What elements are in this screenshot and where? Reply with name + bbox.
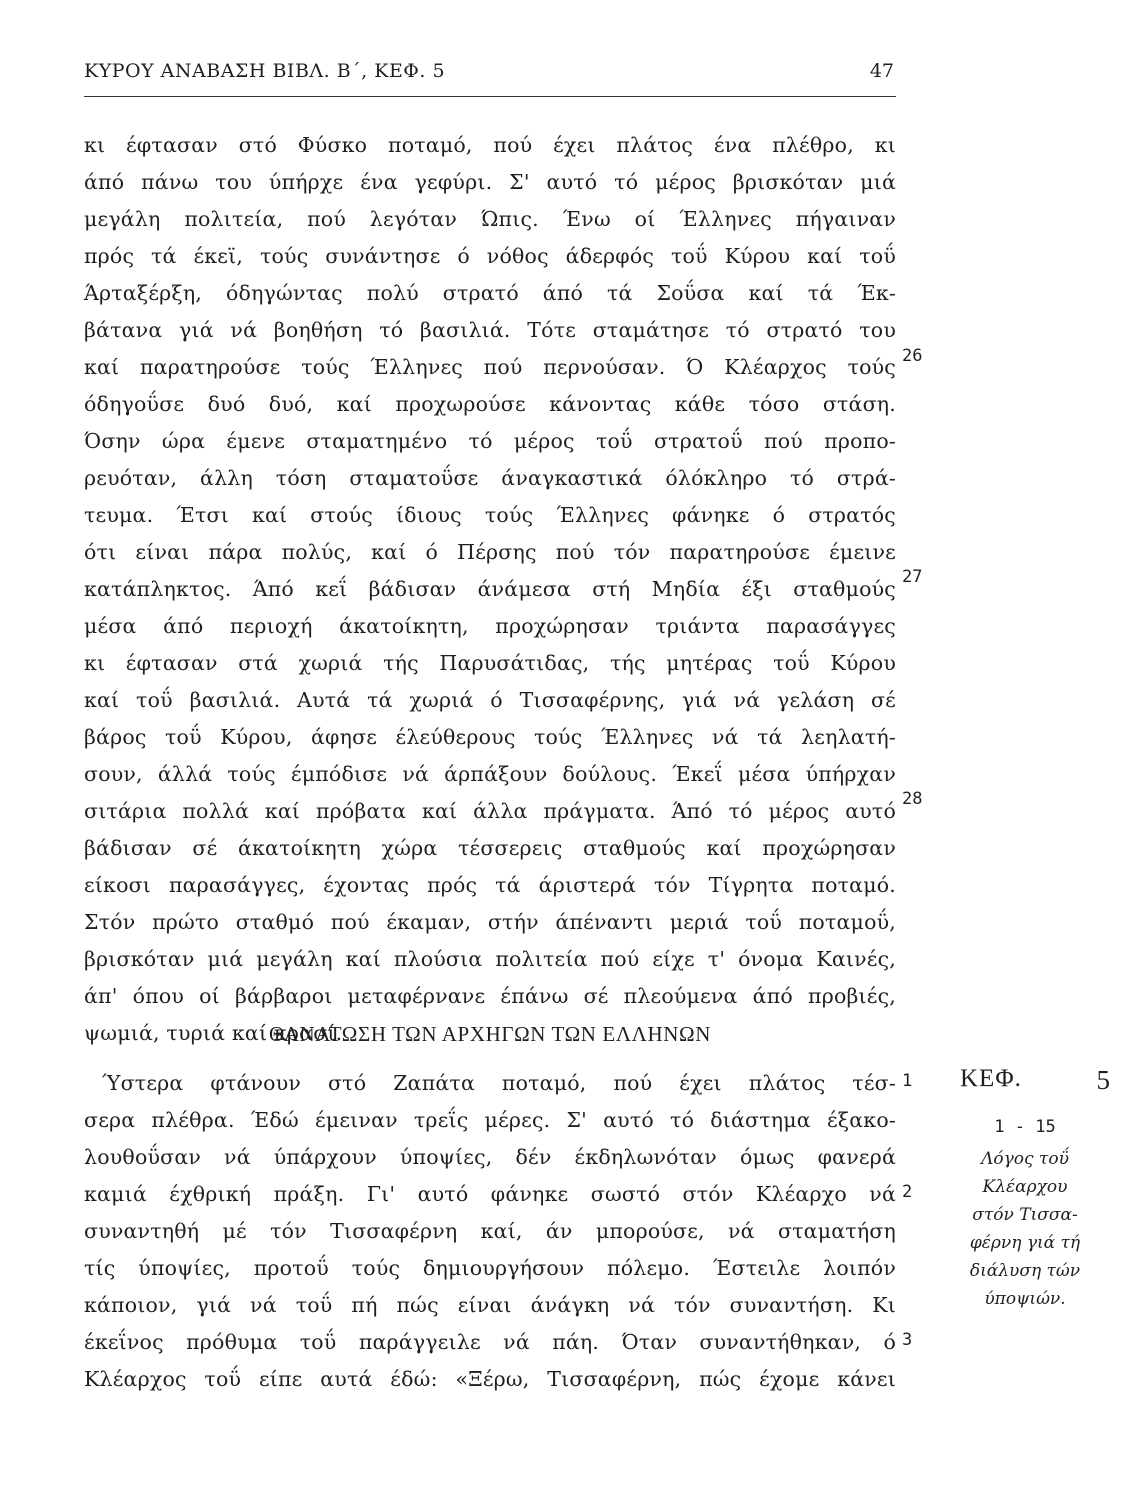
text-line: ότι είναι πάρα πολύς, καί ό Πέρσης πού τόν παρατηρούσε έμεινε: [84, 540, 896, 564]
page-header: [84, 60, 894, 100]
text-line: βάρος τοΰ Κύρου, άφησε έλεύθερους τούς Έλληνες νά τά λεηλατή-: [84, 725, 896, 749]
text-line: έκεΐνος πρόθυμα τοΰ παράγγειλε νά πάη. Όταν συναντήθηκαν, ό: [84, 1330, 896, 1354]
page-number: 47: [869, 60, 894, 82]
header-rule: [84, 96, 896, 97]
text-line: άπό πάνω του ύπήρχε ένα γεφύρι. Σ' αυτό τό μέρος βρισκόταν μιά: [84, 170, 896, 194]
text-line: Άρταξέρξη, όδηγώντας πολύ στρατό άπό τά Σοΰσα καί τά Έκ-: [84, 281, 896, 305]
text-line: βάτανα γιά νά βοηθήση τό βασιλιά. Τότε σταμάτησε τό στρατό του: [84, 318, 896, 342]
chapter-label: ΚΕΦ.: [960, 1065, 1022, 1092]
text-line: ρευόταν, άλλη τόση σταματοΰσε άναγκαστικά όλόκληρο τό στρά-: [84, 466, 896, 490]
text-line: καί παρατηρούσε τούς Έλληνες πού περνούσαν. Ό Κλέαρχος τούς: [84, 355, 896, 379]
summary-line: ύποψιών.: [984, 1289, 1066, 1309]
section-number: 27: [902, 567, 923, 587]
paragraph-1: [84, 127, 896, 1052]
text-line: συναντηθή μέ τόν Τισσαφέρνη καί, άν μπορούσε, νά σταματήση: [84, 1219, 896, 1243]
text-line: καμιά έχθρική πράξη. Γι' αυτό φάνηκε σωστό στόν Κλέαρχο νά: [84, 1182, 896, 1206]
summary-line: διάλυση τών: [969, 1261, 1081, 1281]
text-line: μεγάλη πολιτεία, πού λεγόταν Ώπις. Ένω οί Έλληνες πήγαιναν: [84, 207, 896, 231]
text-line: τευμα. Έτσι καί στούς ίδιους τούς Έλληνες φάνηκε ό στρατός: [84, 503, 896, 527]
text-line: Ύστερα φτάνουν στό Ζαπάτα ποταμό, πού έχει πλάτος τέσ-: [102, 1071, 896, 1095]
text-line: πρός τά έκεϊ, τούς συνάντησε ό νόθος άδερφός τοΰ Κύρου καί τοΰ: [84, 244, 896, 268]
text-line: κι έφτασαν στό Φύσκο ποταμό, πού έχει πλάτος ένα πλέθρο, κι: [84, 133, 896, 157]
text-line: Στόν πρώτο σταθμό πού έκαμαν, στήν άπέναντι μεριά τοΰ ποταμοΰ,: [84, 910, 896, 934]
section-number: 26: [902, 346, 923, 366]
section-number: 1: [902, 1071, 913, 1091]
chapter-number: 5: [1096, 1065, 1110, 1095]
text-line: όδηγοΰσε δυό δυό, καί προχωρούσε κάνοντας κάθε τόσο στάση.: [84, 392, 896, 416]
text-line: μέσα άπό περιοχή άκατοίκητη, προχώρησαν τριάντα παρασάγγες: [84, 614, 896, 638]
summary-line: φέρνη γιά τή: [969, 1233, 1081, 1253]
text-line: είκοσι παρασάγγες, έχοντας πρός τά άριστερά τόν Τίγρητα ποταμό.: [84, 873, 896, 897]
paragraph-2: [84, 1065, 896, 1398]
text-line: σιτάρια πολλά καί πρόβατα καί άλλα πράγματα. Άπό τό μέρος αυτό: [84, 799, 896, 823]
text-line: τίς ύποψίες, προτοΰ τούς δημιουργήσουν πόλεμο. Έστειλε λοιπόν: [84, 1256, 896, 1280]
sections-range: 1 - 15: [994, 1117, 1056, 1137]
text-line: καί τοΰ βασιλιά. Αυτά τά χωριά ό Τισσαφέρνης, γιά νά γελάση σέ: [84, 688, 896, 712]
summary-line: στόν Τισσα-: [972, 1205, 1078, 1225]
running-head: ΚΥΡΟΥ ΑΝΑΒΑΣΗ ΒΙΒΛ. Β΄, ΚΕΦ. 5: [84, 60, 446, 82]
section-number: 28: [902, 789, 923, 809]
text-line: λουθοΰσαν νά ύπάρχουν ύποψίες, δέν έκδηλωνόταν όμως φανερά: [84, 1145, 896, 1169]
text-line: κάποιον, γιά νά τοΰ πή πώς είναι άνάγκη νά τόν συναντήση. Κι: [84, 1293, 896, 1317]
text-line: βρισκόταν μιά μεγάλη καί πλούσια πολιτεία πού είχε τ' όνομα Καινές,: [84, 947, 896, 971]
text-line: βάδισαν σέ άκατοίκητη χώρα τέσσερεις σταθμούς καί προχώρησαν: [84, 836, 896, 860]
section-number: 3: [902, 1330, 913, 1350]
text-line: κι έφτασαν στά χωριά τής Παρυσάτιδας, τής μητέρας τοΰ Κύρου: [84, 651, 896, 675]
section-number: 2: [902, 1182, 913, 1202]
text-line: σερα πλέθρα. Έδώ έμειναν τρεΐς μέρες. Σ' αυτό τό διάστημα έξακο-: [84, 1108, 896, 1132]
text-line: Κλέαρχος τοΰ είπε αυτά έδώ: «Ξέρω, Τισσαφέρνη, πώς έχομε κάνει: [84, 1367, 896, 1391]
text-line: ψωμιά, τυριά καί κρασί.: [84, 1021, 343, 1045]
section-title: ΘΑΝΑΤΩΣΗ ΤΩΝ ΑΡΧΗΓΩΝ ΤΩΝ ΕΛΛΗΝΩΝ: [269, 1022, 711, 1046]
summary-line: Κλέαρχου: [982, 1177, 1068, 1197]
chapter-summary: [960, 1145, 1090, 1313]
text-line: κατάπληκτος. Άπό κεΐ βάδισαν άνάμεσα στή Μηδία έξι σταθμούς: [84, 577, 896, 601]
summary-line: Λόγος τοΰ: [981, 1149, 1069, 1169]
text-line: σουν, άλλά τούς έμπόδισε νά άρπάξουν δούλους. Έκεΐ μέσα ύπήρχαν: [84, 762, 896, 786]
text-line: Όσην ώρα έμενε σταματημένο τό μέρος τοΰ στρατοΰ πού προπο-: [84, 429, 896, 453]
text-line: άπ' όπου οί βάρβαροι μεταφέρνανε έπάνω σέ πλεούμενα άπό προβιές,: [84, 984, 896, 1008]
